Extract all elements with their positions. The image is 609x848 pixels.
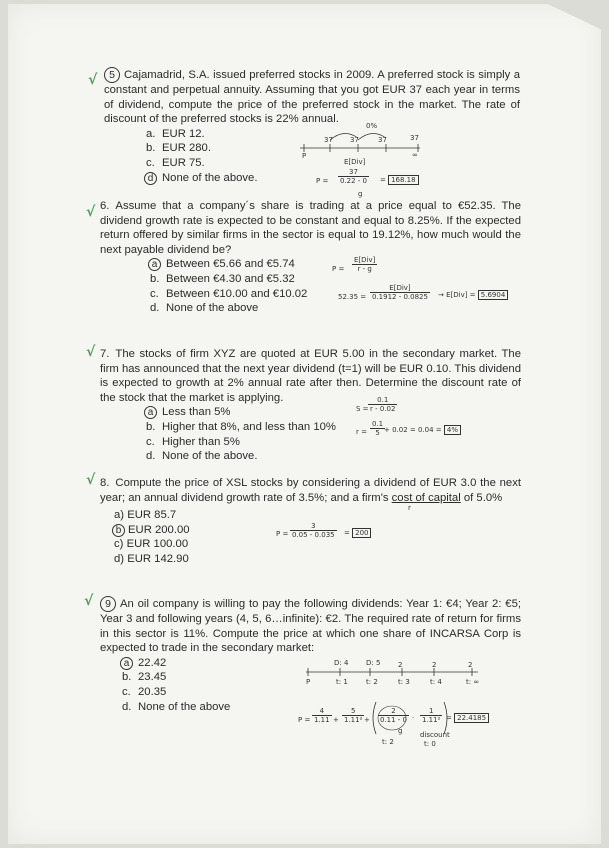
q7-selected-answer: a (144, 406, 157, 419)
q6-option-a: a Between €5.66 and €5.74 (150, 257, 521, 272)
q6-selected-answer: a (148, 258, 161, 271)
question-9-text: 9 An oil company is willing to pay the following dividends: Year 1: €4; Year 2: €5; Year 3 and following years (4, 5, 6…infinite): €2. The required rate of return for firms in this sector is 11%. Compute the price at which one share of INCARSA Corp is expected to trade in the secondary market: (100, 598, 521, 655)
question-6-text: 6. Assume that a company´s share is trading at a price equal to €52.35. The dividend growth rate is expected to be constant and equal to 8.25%. If the expected return offered by similar firms in the sector is equal to 19.12%, how much would the next payable dividend be? (100, 200, 521, 256)
q5-timeline (300, 128, 430, 156)
q5-result-box: 168.18 (388, 175, 419, 185)
q7-result-box: 4% (444, 425, 461, 435)
q6-option-b: b. Between €4.30 and €5.32 (150, 272, 295, 285)
question-5-number: 5 (104, 67, 120, 83)
question-5-text: 5 Cajamadrid, S.A. issued preferred stocks in 2009. A preferred stock is simply a constant and perpetual annuity. Assuming that you got EUR 37 each year in terms of dividend, compute the price of the preferred stock in the market. The rate of discount of the preferred stocks is 22% annual. (104, 69, 520, 126)
question-7-text: 7. The stocks of firm XYZ are quoted at EUR 5.00 in the secondary market. The firm has announced that the next year dividend (t=1) will be EUR 0.10. This dividend is expected to growth at 2% annual rate after then. Determine the discount rate of the stock that the market is applying. (100, 348, 521, 404)
q9-selected-answer: a (120, 657, 133, 670)
q9-timeline (306, 666, 486, 678)
q9-option-a: a 22.42 (122, 656, 521, 671)
check-mark-q6: √ (86, 204, 96, 220)
check-mark-q9: √ (84, 593, 94, 609)
q8-option-a: a) EUR 85.7 (114, 509, 177, 522)
q6-option-d: d. None of the above (150, 302, 259, 315)
q7-option-a: a Less than 5% (146, 405, 521, 420)
q7-option-d: d. None of the above. (146, 450, 258, 463)
question-6-number: 6. (100, 200, 110, 212)
question-9-number: 9 (100, 596, 116, 612)
question-9 (100, 596, 521, 714)
q7-option-b: b. Higher that 8%, and less than 10% (146, 420, 336, 433)
question-7 (100, 347, 521, 464)
q9-option-c: c. 20.35 (122, 685, 167, 698)
q8-option-c: c) EUR 100.00 (114, 538, 189, 551)
check-mark-q7: √ (86, 344, 96, 360)
question-8-text: 8. Compute the price of XSL stocks by considering a dividend of EUR 3.0 the next year; an annual dividend growth rate of 3.5%; and a firm's cost of capital of 5.0% (100, 477, 521, 504)
q8-selected-answer: b (112, 524, 125, 537)
q9-option-d: d. None of the above (122, 700, 231, 713)
q8-result-box: 200 (352, 528, 371, 538)
q8-option-d: d) EUR 142.90 (114, 552, 189, 565)
q5-selected-answer: d (144, 172, 157, 185)
question-7-number: 7. (100, 348, 110, 360)
check-mark-q5: √ (88, 72, 98, 88)
q9-result-box: 22.4185 (454, 713, 489, 723)
q6-result-box: 5.6904 (478, 290, 509, 300)
q7-option-c: c. Higher than 5% (146, 435, 240, 448)
q5-option-d: d None of the above. (146, 171, 520, 186)
q5-option-c: c. EUR 75. (146, 156, 205, 169)
q5-option-b: b. EUR 280. (146, 142, 211, 155)
q8-option-b: b EUR 200.00 (114, 523, 521, 538)
check-mark-q8: √ (86, 472, 96, 488)
q9-option-b: b. 23.45 (122, 671, 167, 684)
q6-option-c: c. Between €10.00 and €10.02 (150, 287, 308, 300)
question-8-number: 8. (100, 477, 110, 489)
q5-option-a: a. EUR 12. (146, 127, 205, 140)
question-5 (104, 67, 520, 185)
